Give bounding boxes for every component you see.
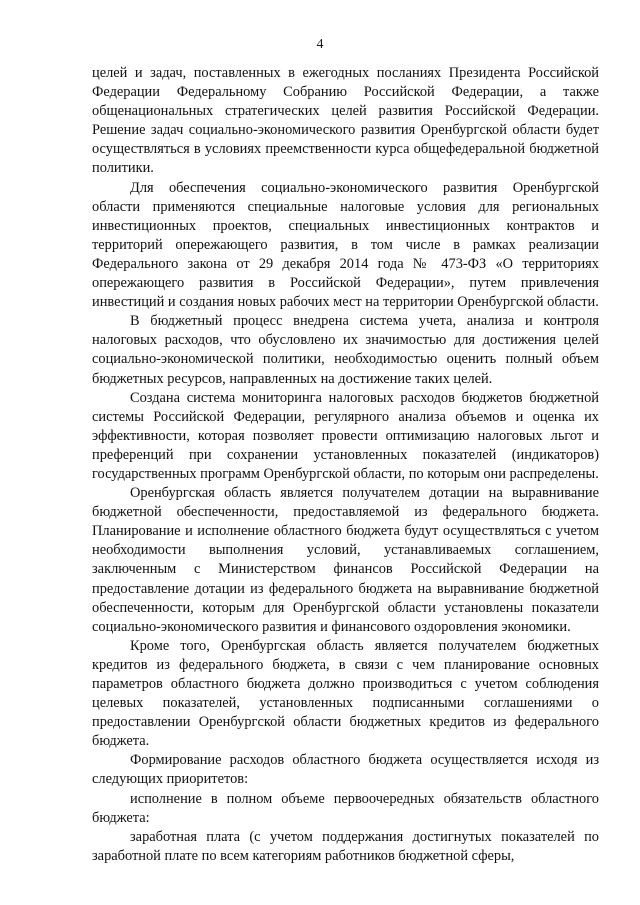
paragraph-expenditure-priorities: Формирование расходов областного бюджета осуществляется исходя из следующих приоритетов:	[92, 752, 599, 788]
paragraph-equalization-subsidy: Оренбургская область является получателем дотации на выравнивание бюджетной обеспеченности, предоставляемой из федерального бюджета. Планирование и исполнение областного бюджета будут осуществляться с учетом необходимости выполнения условий, устанавливаемых соглашением, заключенным с Министерством финансов Российской Федерации на предоставление дотации из федерального бюджета на выравнивание бюджетной обеспеченности, которым для Оренбургской области установлены показатели социально-экономического развития и финансового оздоровления экономики.	[92, 485, 599, 635]
paragraph-wages: заработная плата (с учетом поддержания достигнутых показателей по заработной плате по всем категориям работников бюджетной сферы,	[92, 828, 599, 864]
document-body	[92, 64, 599, 866]
paragraph-tax-conditions: Для обеспечения социально-экономического развития Оренбургской области применяются специальные налоговые условия для региональных инвестиционных проектов, специальных инвестиционных контрактов и территорий опережающего развития, в том числе в рамках реализации Федерального закона от 29 декабря 2014 года № 473-ФЗ «О территориях опережающего развития в Российской Федерации», путем привлечения инвестиций и создания новых рабочих мест на территории Оренбургской области.	[92, 179, 599, 311]
paragraph-priority-obligations: исполнение в полном объеме первоочередных обязательств областного бюджета:	[92, 790, 599, 826]
paragraph-monitoring-system: Создана система мониторинга налоговых расходов бюджетов бюджетной системы Российской Федерации, регулярного анализа объемов и оценка их эффективности, которая позволяет провести оптимизацию налоговых льгот и преференций при сохранении установленных показателей (индикаторов) государственных программ Оренбургской области, по которым они распределены.	[92, 389, 599, 482]
page-number: 4	[316, 37, 324, 52]
paragraph-tax-expenditure-control: В бюджетный процесс внедрена система учета, анализа и контроля налоговых расходов, что обусловлено их значимостью для достижения целей социально-экономической политики, необходимостью оценить полный объем бюджетных ресурсов, направленных на достижение таких целей.	[92, 313, 599, 387]
paragraph-goals-continuation: целей и задач, поставленных в ежегодных посланиях Президента Российской Федерации Федеральному Собранию Российской Федерации, а также общенациональных стратегических целей развития Российской Федерации. Решение задач социально-экономического развития Оренбургской области будет осуществляться в условиях преемственности курса общефедеральной бюджетной политики.	[92, 65, 599, 177]
paragraph-budget-credits: Кроме того, Оренбургская область является получателем бюджетных кредитов из федерального бюджета, в связи с чем планирование основных параметров областного бюджета должно производиться с учетом соблюдения целевых показателей, установленных подписанными соглашениями о предоставлении Оренбургской области бюджетных кредитов из федерального бюджета.	[92, 637, 599, 750]
